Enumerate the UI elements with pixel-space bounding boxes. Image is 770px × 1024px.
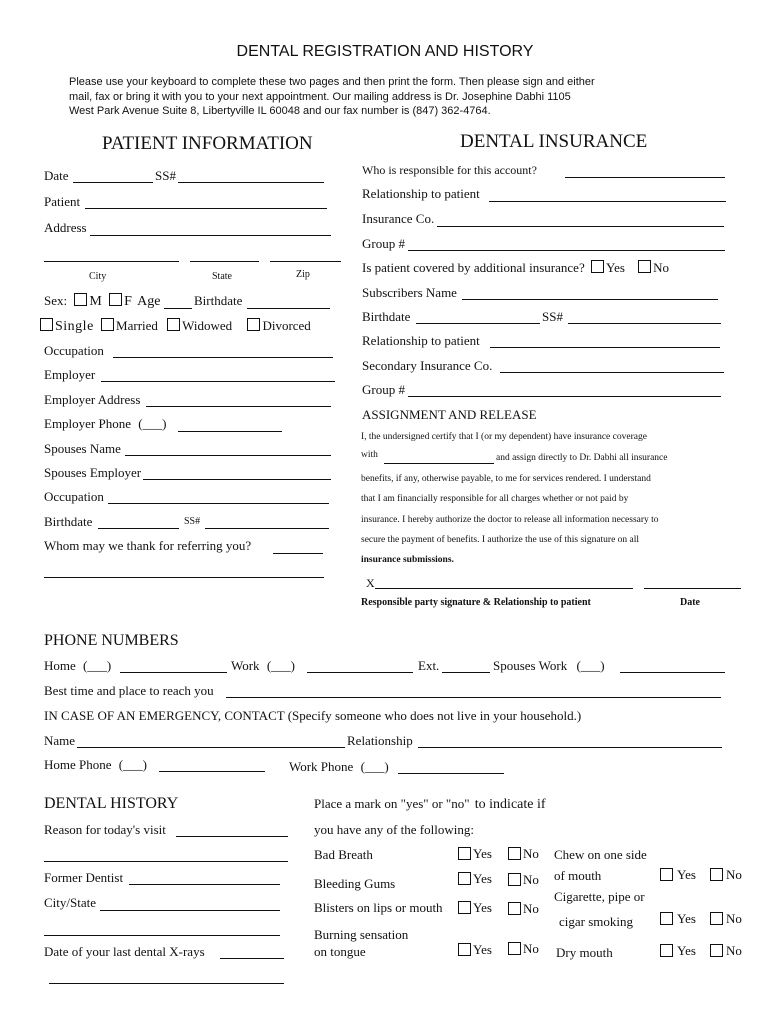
burning-yes-label: Yes <box>473 942 492 957</box>
assignment-line-2a: with <box>361 450 378 460</box>
responsible-label: Who is responsible for this account? <box>362 163 537 177</box>
bleeding-gums-label: Bleeding Gums <box>314 876 396 891</box>
blisters-no-label: No <box>523 901 539 916</box>
chew-yes-label: Yes <box>677 867 696 882</box>
widowed-checkbox[interactable] <box>167 318 180 331</box>
emergency-name-field[interactable] <box>77 747 345 748</box>
dry-mouth-no-checkbox[interactable] <box>710 944 723 957</box>
history-instructions-1 <box>314 796 546 813</box>
occupation2-label: Occupation <box>44 489 104 504</box>
spouses-employer-field[interactable] <box>143 479 331 480</box>
xrays-label: Date of your last dental X-rays <box>44 944 205 959</box>
spouses-work-area: (___) <box>576 658 605 673</box>
burning-yes-checkbox[interactable] <box>458 943 471 956</box>
bleeding-gums-no-checkbox[interactable] <box>508 873 521 886</box>
cigarette-yes-checkbox[interactable] <box>660 912 673 925</box>
ext-field[interactable] <box>442 672 490 673</box>
ss2-field[interactable] <box>205 528 329 529</box>
home-phone-field[interactable] <box>120 672 227 673</box>
intro-line-3: West Park Avenue Suite 8, Libertyville IL 60048 and our fax number is (847) 362-4764. <box>69 105 491 117</box>
relationship2-label: Relationship to patient <box>362 333 480 348</box>
chew-no-label: No <box>726 867 742 882</box>
chew-label-1: Chew on one side <box>554 847 647 862</box>
insurance-co-field[interactable] <box>437 226 724 227</box>
assignment-line-1: I, the undersigned certify that I (or my dependent) have insurance coverage <box>361 432 647 442</box>
ext-label: Ext. <box>418 658 440 673</box>
additional-yes-label: Yes <box>605 260 625 275</box>
signature-field[interactable] <box>375 588 633 589</box>
chew-label-2: of mouth <box>554 868 602 883</box>
sex-label: Sex: <box>44 293 68 308</box>
address-label: Address <box>44 220 87 235</box>
dry-mouth-yes-label: Yes <box>677 943 696 958</box>
zip-label: Zip <box>296 269 310 280</box>
additional-insurance-row <box>362 260 669 276</box>
emergency-relationship-field[interactable] <box>418 747 722 748</box>
home-area: (___) <box>83 658 112 673</box>
intro-line-2: mail, fax or bring it with you to your next appointment. Our mailing address is Dr. Josephine Dabhi 1105 <box>69 91 571 103</box>
cigarette-label-2: cigar smoking <box>559 914 634 929</box>
xrays-field[interactable] <box>220 958 284 959</box>
occupation-label: Occupation <box>44 343 104 358</box>
history-instructions-2: you have any of the following: <box>314 822 474 837</box>
burning-label-1: Burning sensation <box>314 927 409 942</box>
emergency-work-text: Work Phone <box>289 759 354 774</box>
birthdate2-field[interactable] <box>98 528 179 529</box>
birthdate2-label: Birthdate <box>44 514 93 529</box>
former-dentist-label: Former Dentist <box>44 870 124 885</box>
patient-label: Patient <box>44 194 81 209</box>
emergency-relationship-label: Relationship <box>347 733 413 748</box>
relationship-field[interactable] <box>489 201 726 202</box>
blisters-yes-checkbox[interactable] <box>458 901 471 914</box>
birthdate-field[interactable] <box>247 308 330 309</box>
phone-numbers-heading: PHONE NUMBERS <box>44 632 179 649</box>
emergency-work-phone-label <box>289 759 389 775</box>
best-time-field[interactable] <box>226 697 721 698</box>
additional-no-label: No <box>653 260 670 275</box>
secondary-insurance-field[interactable] <box>500 372 724 373</box>
employer-phone-text: Employer Phone <box>44 416 132 431</box>
group-label: Group # <box>362 236 405 251</box>
city-field[interactable] <box>44 261 179 262</box>
spouses-name-label: Spouses Name <box>44 441 121 456</box>
single-label: Single <box>55 319 94 334</box>
bad-breath-yes-label: Yes <box>473 846 492 861</box>
bad-breath-yes-checkbox[interactable] <box>458 847 471 860</box>
emergency-home-phone-field[interactable] <box>159 771 265 772</box>
referral-field-2[interactable] <box>44 577 324 578</box>
city-state-field-2[interactable] <box>44 935 280 936</box>
home-text: Home <box>44 658 76 673</box>
cigarette-no-checkbox[interactable] <box>710 912 723 925</box>
dry-mouth-no-label: No <box>726 943 742 958</box>
emergency-name-label: Name <box>44 733 76 748</box>
instructions-1a: Place a mark on "yes" or "no" <box>314 796 470 811</box>
cigarette-label-1: Cigarette, pipe or <box>554 889 645 904</box>
city-label: City <box>89 271 107 282</box>
spouses-name-field[interactable] <box>125 455 331 456</box>
occupation-field[interactable] <box>113 357 333 358</box>
ins-birthdate-field[interactable] <box>416 323 540 324</box>
group2-field[interactable] <box>408 396 721 397</box>
intro-line-1: Please use your keyboard to complete these two pages and then print the form. Then please sign and either <box>69 76 595 88</box>
sex-f-label: F <box>124 294 132 309</box>
bad-breath-no-checkbox[interactable] <box>508 847 521 860</box>
blisters-no-checkbox[interactable] <box>508 902 521 915</box>
assignment-line-3: benefits, if any, otherwise payable, to me for services rendered. I understand <box>361 474 651 484</box>
ins-birthdate-label: Birthdate <box>362 309 411 324</box>
subscribers-field[interactable] <box>462 299 718 300</box>
best-time-label: Best time and place to reach you <box>44 683 214 698</box>
age-label: Age <box>137 294 161 309</box>
signature-label: Responsible party signature & Relationship to patient <box>361 597 591 608</box>
cigarette-yes-label: Yes <box>677 911 696 926</box>
zip-field[interactable] <box>270 261 341 262</box>
cigarette-no-label: No <box>726 911 742 926</box>
spouses-work-text: Spouses Work <box>493 658 568 673</box>
burning-label-2: on tongue <box>314 944 366 959</box>
employer-field[interactable] <box>101 381 335 382</box>
reason-field[interactable] <box>176 836 288 837</box>
chew-yes-checkbox[interactable] <box>660 868 673 881</box>
ins-ss-field[interactable] <box>568 323 721 324</box>
employer-address-label: Employer Address <box>44 392 141 407</box>
bleeding-gums-no-label: No <box>523 872 539 887</box>
state-field[interactable] <box>190 261 259 262</box>
blisters-label: Blisters on lips or mouth <box>314 900 443 915</box>
emergency-home-area: (___) <box>118 757 147 772</box>
work-text: Work <box>231 658 260 673</box>
instructions-1b: to indicate if <box>474 797 546 812</box>
married-label: Married <box>116 318 158 333</box>
bleeding-gums-yes-label: Yes <box>473 871 492 886</box>
divorced-label: Divorced <box>262 318 311 333</box>
birthdate-label: Birthdate <box>194 293 243 308</box>
sex-row <box>44 293 160 310</box>
sex-m-checkbox[interactable] <box>74 293 87 306</box>
divorced-checkbox[interactable] <box>247 318 260 331</box>
patient-info-heading: PATIENT INFORMATION <box>102 133 313 154</box>
relationship2-field[interactable] <box>490 347 720 348</box>
age-field[interactable] <box>164 308 192 309</box>
sex-f-checkbox[interactable] <box>109 293 122 306</box>
employer-phone-field[interactable] <box>178 431 282 432</box>
subscribers-label: Subscribers Name <box>362 285 457 300</box>
patient-field[interactable] <box>85 208 327 209</box>
city-state-label: City/State <box>44 895 96 910</box>
emergency-work-phone-field[interactable] <box>398 773 504 774</box>
page-title: DENTAL REGISTRATION AND HISTORY <box>236 43 534 60</box>
burning-no-label: No <box>523 941 539 956</box>
former-dentist-field[interactable] <box>129 884 280 885</box>
married-checkbox[interactable] <box>101 318 114 331</box>
work-phone-label <box>231 658 295 674</box>
spouses-work-label <box>493 658 605 674</box>
additional-no-checkbox[interactable] <box>638 260 651 273</box>
additional-insurance-label: Is patient covered by additional insurance? <box>362 260 585 275</box>
city-state-field[interactable] <box>100 910 280 911</box>
occupation2-field[interactable] <box>108 503 329 504</box>
home-phone-label <box>44 658 111 674</box>
referral-label: Whom may we thank for referring you? <box>44 538 252 553</box>
insurance-co-label: Insurance Co. <box>362 211 435 226</box>
group2-label: Group # <box>362 382 405 397</box>
assignment-line-7: insurance submissions. <box>361 555 454 565</box>
signature-x: X <box>366 576 375 590</box>
bad-breath-label: Bad Breath <box>314 847 373 862</box>
employer-phone-area: (___) <box>138 416 167 431</box>
reason-label: Reason for today's visit <box>44 822 166 837</box>
employer-address-field[interactable] <box>146 406 331 407</box>
assignment-heading: ASSIGNMENT AND RELEASE <box>362 407 537 422</box>
assignment-line-6: secure the payment of benefits. I authorize the use of this signature on all <box>361 535 640 545</box>
bleeding-gums-yes-checkbox[interactable] <box>458 872 471 885</box>
xrays-field-2[interactable] <box>49 983 284 984</box>
emergency-home-phone-label <box>44 757 147 773</box>
assignment-insurer-field[interactable] <box>384 463 494 464</box>
widowed-label: Widowed <box>182 318 233 333</box>
ss2-label: SS# <box>184 516 201 527</box>
work-phone-field[interactable] <box>307 672 413 673</box>
spouses-work-field[interactable] <box>620 672 725 673</box>
work-area: (___) <box>266 658 295 673</box>
assignment-line-4: that I am financially responsible for all charges whether or not paid by <box>361 494 629 504</box>
signature-date-field[interactable] <box>644 588 741 589</box>
additional-yes-checkbox[interactable] <box>591 260 604 273</box>
employer-phone-label <box>44 416 166 432</box>
burning-no-checkbox[interactable] <box>508 942 521 955</box>
ss-field[interactable] <box>178 182 324 183</box>
state-label: State <box>212 271 232 282</box>
referral-field[interactable] <box>273 553 323 554</box>
dry-mouth-yes-checkbox[interactable] <box>660 944 673 957</box>
assignment-line-5: insurance. I hereby authorize the doctor to release all information necessary to <box>361 515 659 525</box>
group-field[interactable] <box>408 250 725 251</box>
signature-date-label: Date <box>680 597 700 608</box>
single-checkbox[interactable] <box>40 318 53 331</box>
date-label: Date <box>44 168 69 183</box>
address-field[interactable] <box>90 235 331 236</box>
blisters-yes-label: Yes <box>473 900 492 915</box>
emergency-label: IN CASE OF AN EMERGENCY, CONTACT (Specify someone who does not live in your household.) <box>44 708 582 723</box>
marital-row <box>40 318 311 335</box>
relationship-label: Relationship to patient <box>362 186 480 201</box>
dental-history-heading: DENTAL HISTORY <box>44 795 179 812</box>
employer-label: Employer <box>44 367 96 382</box>
reason-field-2[interactable] <box>44 861 288 862</box>
sex-m-label: M <box>89 294 102 309</box>
ss-label: SS# <box>155 168 176 183</box>
ins-ss-label: SS# <box>542 309 563 324</box>
bad-breath-no-label: No <box>523 846 539 861</box>
emergency-work-area: (___) <box>360 759 389 774</box>
dry-mouth-label: Dry mouth <box>556 945 613 960</box>
chew-no-checkbox[interactable] <box>710 868 723 881</box>
secondary-insurance-label: Secondary Insurance Co. <box>362 358 493 373</box>
assignment-line-2b: and assign directly to Dr. Dabhi all insurance <box>496 453 668 463</box>
emergency-home-text: Home Phone <box>44 757 112 772</box>
spouses-employer-label: Spouses Employer <box>44 465 142 480</box>
date-field[interactable] <box>73 182 153 183</box>
responsible-field[interactable] <box>565 177 725 178</box>
dental-insurance-heading: DENTAL INSURANCE <box>460 131 648 152</box>
